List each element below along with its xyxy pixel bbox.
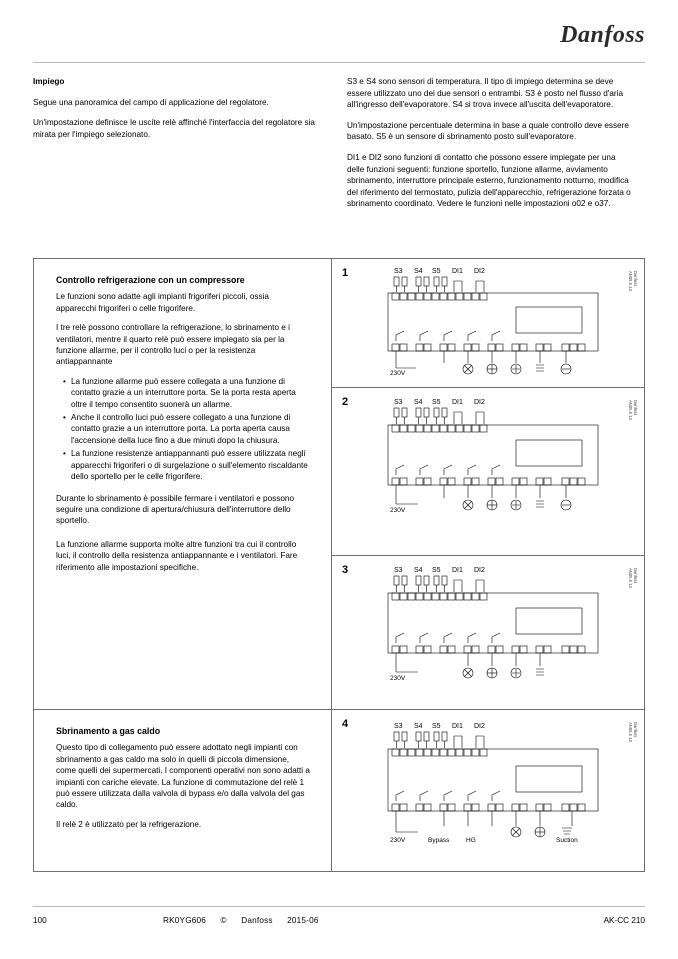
svg-text:230V: 230V [390, 675, 406, 682]
list-item: • Anche il controllo luci può essere collegato a una funzione di contatto grazie a un interruttore porta. La porta aperta causa l'accensione della luce fino a due minuti dopo la chiusura. [65, 412, 311, 446]
section-2-p2: Il relè 2 è utilizzato per la refrigerazione. [56, 819, 202, 829]
wiring-diagram-3 [366, 560, 624, 705]
svg-text:S4: S4 [414, 723, 423, 730]
intro-left-column [33, 76, 319, 210]
wiring-diagram-2 [366, 392, 624, 542]
footer-company: Danfoss [241, 916, 273, 925]
svg-text:S3: S3 [394, 723, 403, 730]
svg-text:DI2: DI2 [474, 399, 485, 406]
footer-divider [33, 906, 645, 907]
diagram-side-code-4: Danfoss AN05.5 13 [628, 722, 638, 742]
intro-left-p1: Segue una panoramica del campo di applicazione del regolatore. [33, 97, 269, 107]
svg-text:S4: S4 [414, 268, 423, 275]
footer-date: 2015-06 [287, 916, 319, 925]
wiring-diagram-4 [366, 714, 624, 870]
svg-text:S5: S5 [432, 723, 441, 730]
diagram-cell-4 [332, 710, 644, 872]
intro-left-p2: Un'impostazione definisce le uscite relè affinché l'interfaccia del regolatore sia mirata per l'impiego selezionato. [33, 118, 315, 139]
intro-section [33, 76, 645, 210]
applications-table [33, 258, 645, 872]
section-1-p4: La funzione allarme supporta molte altre funzioni tra cui il controllo luci, il controllo della resistenza antiappannante e i ventilatori. Fare riferimento alle impostazioni specifiche. [56, 539, 298, 572]
svg-text:Suction: Suction [556, 837, 578, 844]
svg-text:DI1: DI1 [452, 567, 463, 574]
svg-text:HG: HG [466, 837, 476, 844]
diagram-number-4: 4 [342, 718, 349, 730]
footer-copyright: © [220, 916, 227, 925]
section-2-text [34, 710, 331, 848]
svg-text:DI2: DI2 [474, 268, 485, 275]
list-item: • La funzione allarme può essere collegata a una funzione di contatto grazie a un interruttore porta. Se la porta resta aperta oltre il tempo consentito suonerà un allarme. [65, 376, 311, 410]
svg-text:DI2: DI2 [474, 723, 485, 730]
section-1-heading: Controllo refrigerazione con un compressore [56, 275, 245, 285]
diagram-cell-1 [332, 259, 644, 387]
footer-product: AK-CC 210 [603, 916, 645, 925]
svg-text:S5: S5 [432, 399, 441, 406]
diagram-cell-2 [332, 388, 644, 555]
svg-text:S4: S4 [414, 399, 423, 406]
footer-center [163, 916, 331, 925]
diagram-side-code-3: Danfoss AN05.5 13 [628, 568, 638, 588]
section-1-p3: Durante lo sbrinamento è possibile fermare i ventilatori e possono seguire una condizione di apertura/chiusura dell'interruttore dello sportello. [56, 493, 295, 526]
intro-right-p2: Un'impostazione percentuale determina in base a quale controllo deve essere basato. S5 è un sensore di sbrinamento posto sull'evaporatore. [347, 120, 629, 142]
svg-text:S3: S3 [394, 399, 403, 406]
svg-text:DI1: DI1 [452, 723, 463, 730]
svg-text:S5: S5 [432, 268, 441, 275]
diagram-side-code-2: Danfoss AN05.5 13 [628, 400, 638, 420]
intro-right-column [347, 76, 633, 210]
section-1-text [34, 259, 331, 591]
page-header [33, 20, 645, 62]
intro-right-p1: S3 e S4 sono sensori di temperatura. Il tipo di impiego determina se deve essere utilizzato uno dei due sensori o entrambi. S3 è posto nel flusso d'aria all'ingresso dell'evaporatore. S4 si trova invece all'uscita dell'evaporatore. [347, 77, 624, 110]
section-2-p1: Questo tipo di collegamento può essere adottato negli impianti con sbrinamento a gas caldo ma solo in quelli di piccola dimensione, come quelli dei supermercati. I componenti operativi non sono adatti a impianti con cariche elevate. La funzione di commutazione del relè 1 può essere utilizzata dalla valvola di bypass e/o dalla valvola del gas caldo. [56, 743, 310, 810]
header-divider [33, 62, 645, 63]
section-1-p2: I tre relè possono controllare la refrigerazione, lo sbrinamento e i ventilatori, mentre il quarto relè può essere impiegato sia per la funzione allarme, per il controllo luci o per la resistenza antiappannante [56, 323, 290, 367]
diagram-number-1: 1 [342, 267, 349, 279]
svg-text:DI1: DI1 [452, 268, 463, 275]
svg-text:DI2: DI2 [474, 567, 485, 574]
intro-right-p3: DI1 e DI2 sono funzioni di contatto che possono essere impiegate per una delle funzioni seguenti: funzione sportello, funzione allarme, avviamento sbrinamento, interruttore principale esterno, funzionamento notturno, modifica del riferimento del termostato, pulizia dell'apparecchio, refrigerazione forzata o sbrinamento coordinato. Vedere le funzioni nelle impostazioni o02 e o37. [347, 152, 631, 209]
svg-text:S4: S4 [414, 567, 423, 574]
diagram-cell-3 [332, 556, 644, 708]
diagram-number-3: 3 [342, 564, 349, 576]
diagram-side-code-1: Danfoss AN05.5 13 [628, 271, 638, 291]
section-1-p1: Le funzioni sono adatte agli impianti frigoriferi piccoli, ossia apparecchi frigoriferi o celle frigorifere. [56, 292, 269, 313]
svg-text:S5: S5 [432, 567, 441, 574]
intro-heading: Impiego [33, 77, 65, 86]
diagram-number-2: 2 [342, 396, 349, 408]
svg-text:Bypass: Bypass [428, 837, 450, 844]
svg-text:230V: 230V [390, 837, 406, 844]
wiring-diagram-1 [366, 263, 624, 387]
svg-text:230V: 230V [390, 507, 406, 514]
section-2-heading: Sbrinamento a gas caldo [56, 726, 161, 736]
footer-doc-code: RK0YG606 [163, 916, 207, 925]
svg-text:230V: 230V [390, 370, 406, 377]
list-item: • La funzione resistenze antiappannanti può essere utilizzata negli apparecchi frigoriferi o di surgelazione o sull'elemento riscaldante dello sportello per le celle frigorifere. [65, 448, 311, 482]
svg-text:DI1: DI1 [452, 399, 463, 406]
svg-text:S3: S3 [394, 268, 403, 275]
danfoss-logo: Danfoss [560, 22, 645, 48]
page-number: 100 [33, 916, 47, 925]
svg-text:S3: S3 [394, 567, 403, 574]
section-1-bullets [56, 376, 311, 483]
